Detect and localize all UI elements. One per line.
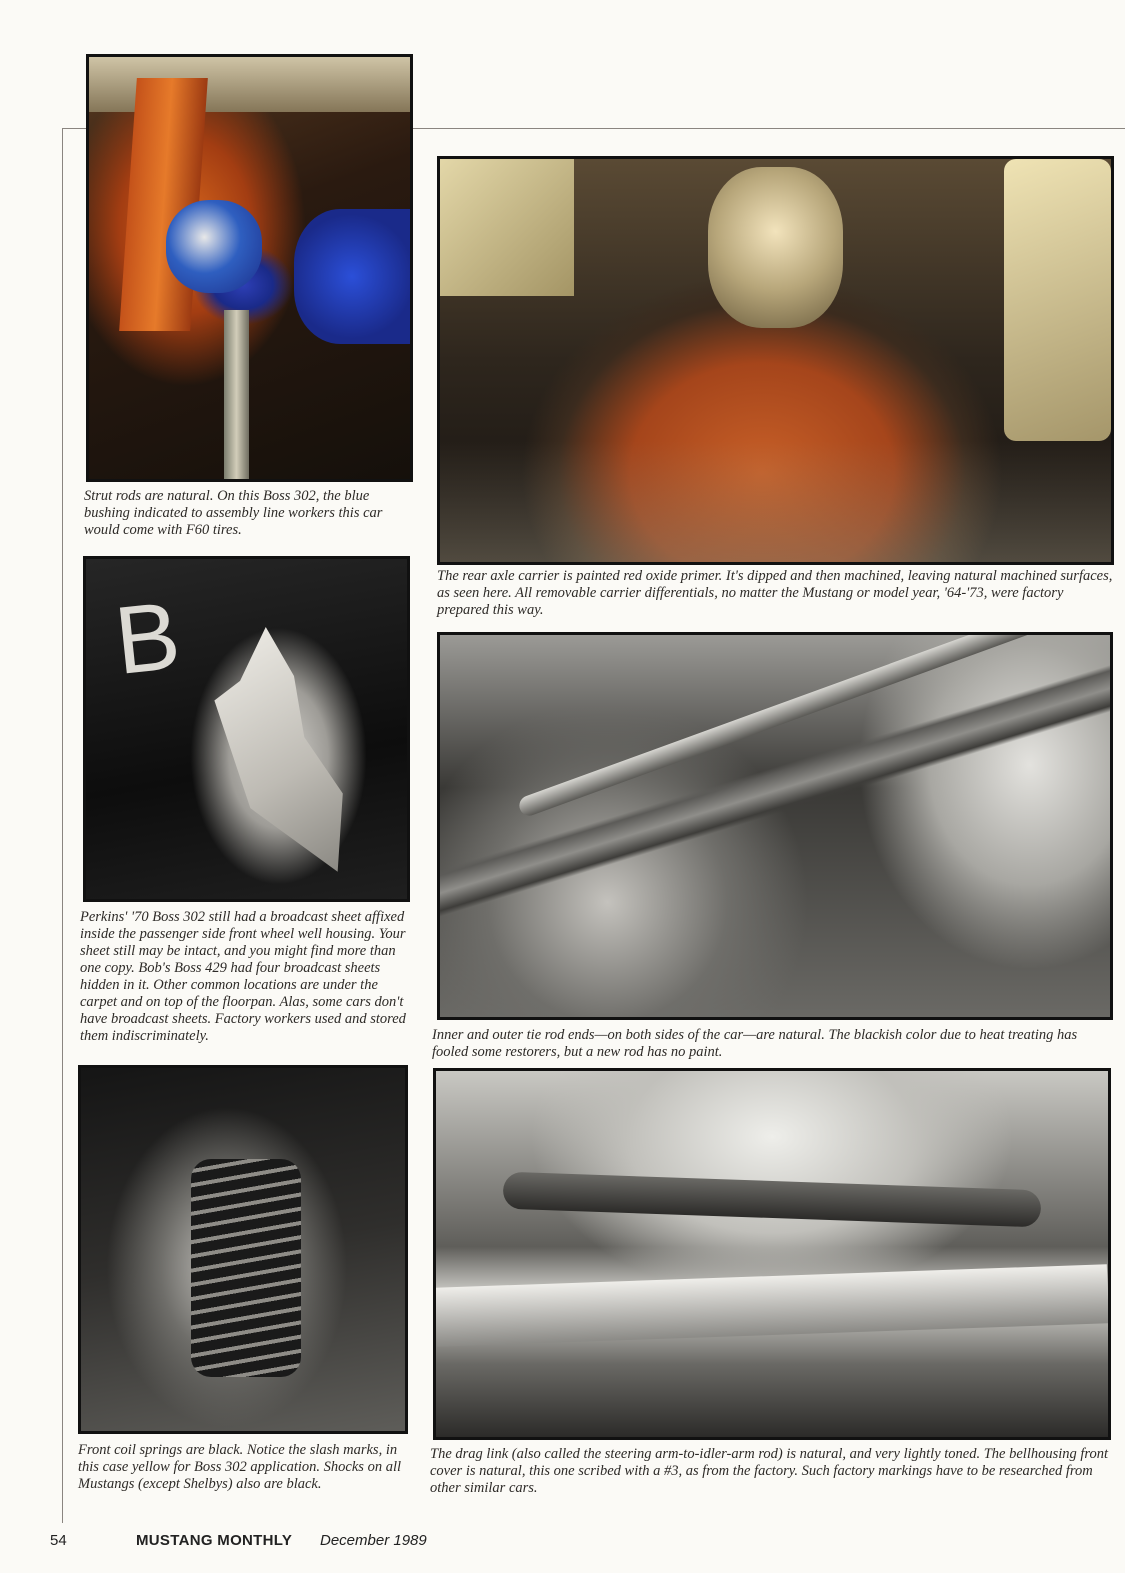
page-number: 54: [50, 1532, 67, 1549]
photo-tie-rod-rod: [517, 632, 1065, 819]
magazine-name: MUSTANG MONTHLY: [136, 1532, 293, 1549]
caption-coil-spring: Front coil springs are black. Notice the slash marks, in this case yellow for Boss 302 application. Shocks on all Mustangs (except Shelbys) also are black.: [78, 1442, 402, 1492]
caption-broadcast-sheet: Perkins' '70 Boss 302 still had a broadcast sheet affixed inside the passenger side front wheel well housing. Your sheet still may be intact, and you might find more than one copy. Bob's Boss 429 had four broadcast sheets hidden in it. Other common locations are under the carpet and on top of the floorpan. Alas, some cars don't have broadcast sheets. Factory workers used and stored them indiscriminately.: [80, 909, 406, 1044]
photo-rear-axle-pinion: [708, 167, 842, 328]
photo-broadcast-chalk-mark: B: [109, 581, 185, 695]
photo-rear-axle-left-tank: [440, 159, 574, 296]
caption-tie-rod: Inner and outer tie rod ends—on both sides of the car—are natural. The blackish color due to heat treating has fooled some restorers, but a new rod has no paint.: [432, 1027, 1078, 1060]
photo-rear-axle: [437, 156, 1114, 565]
caption-rear-axle: The rear axle carrier is painted red oxide primer. It's dipped and then machined, leaving natural machined surfaces, as seen here. All removable carrier differentials, no matter the Mustang or model year, '64-'73, were factory prepared this way.: [437, 568, 1113, 618]
photo-drag-link-crossmember: [503, 1171, 1042, 1226]
photo-drag-link-link: [435, 1264, 1109, 1346]
photo-tie-rod: [437, 632, 1113, 1020]
photo-strut-rod-blue-part: [294, 209, 410, 344]
photo-strut-rod: [86, 54, 413, 482]
photo-coil-spring: [78, 1065, 408, 1434]
photo-rear-axle-floor: [440, 441, 1111, 562]
caption-drag-link: The drag link (also called the steering arm-to-idler-arm rod) is natural, and very lightly toned. The bellhousing front cover is natural, this one scribed with a #3, as from the factory. Such factory markings have to be researched from other similar cars.: [430, 1446, 1109, 1496]
photo-broadcast-sheet-paper: [214, 627, 342, 872]
photo-strut-rod-rod: [224, 310, 250, 479]
photo-drag-link: [433, 1068, 1111, 1440]
photo-coil-spring-coil: [191, 1159, 301, 1377]
photo-broadcast-sheet: [83, 556, 410, 902]
photo-rear-axle-right-tank: [1004, 159, 1111, 441]
frame-line-left: [62, 128, 63, 1523]
caption-strut-rod: Strut rods are natural. On this Boss 302, the blue bushing indicated to assembly line workers this car would come with F60 tires.: [84, 488, 383, 538]
issue-date: December 1989: [320, 1532, 427, 1549]
photo-strut-rod-bushing: [166, 200, 262, 293]
